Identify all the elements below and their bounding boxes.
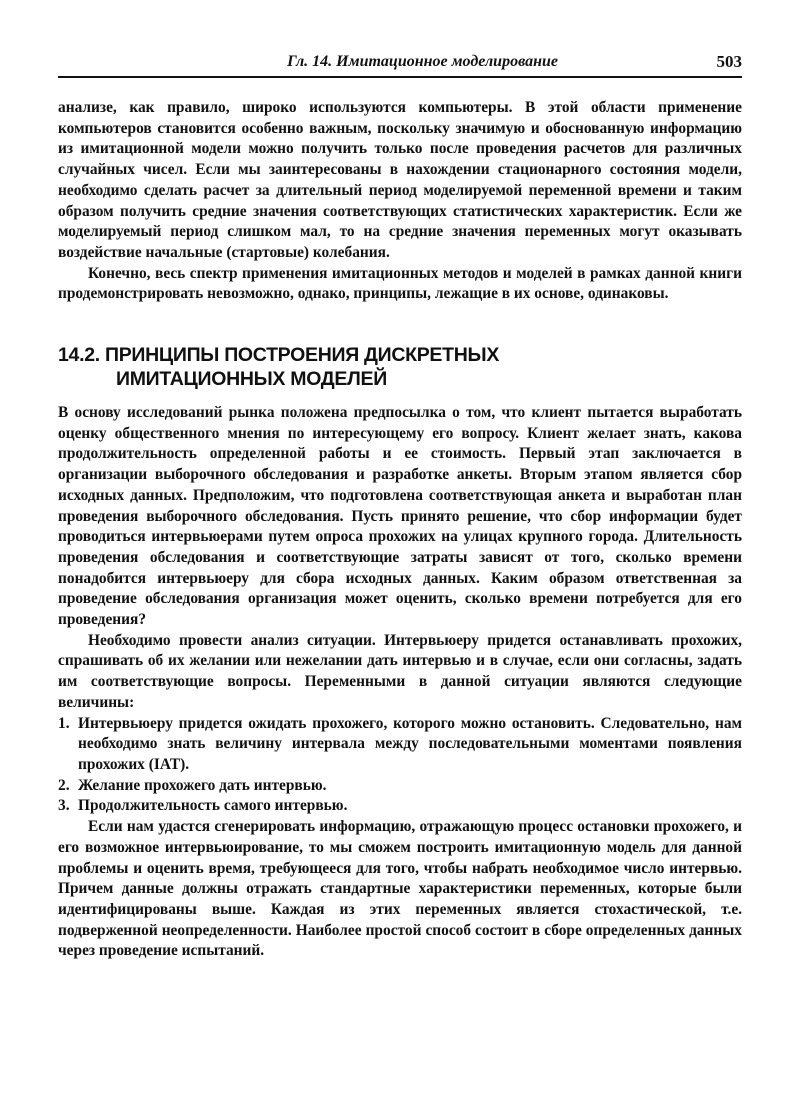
section-paragraph-3: Если нам удастся сгенерировать информацию, отражающую процесс остановки прохожего, и его возможное интервьюирование, то мы сможем построить имитационную модель для данной проблемы и оценить время, требующееся для того, чтобы набрать необходимое число интервью. Причем данные должны отражать стандартные характеристики переменных, которые были идентифицированы выше. Каждая из этих переменных является стохастической, т.е. подверженной неопределенности. Наиболее простой способ состоит в сборе определенных данных через проведение испытаний. xyxy=(58,818,742,960)
list-item xyxy=(58,796,742,817)
list-item-text: Желание прохожего дать интервью. xyxy=(78,776,327,794)
section-paragraph-2: Необходимо провести анализ ситуации. Интервьюеру придется останавливать прохожих, спрашивать об их желании или нежелании дать интервью и в случае, если они согласны, задать им соответствующие вопросы. Переменными в данной ситуации являются следующие величины: xyxy=(58,631,742,711)
section-heading xyxy=(58,343,742,391)
intro-paragraph-1: анализе, как правило, широко используются компьютеры. В этой области применение компьютеров становится особенно важным, поскольку значимую и обоснованную информацию из имитационной модели можно получить только после проведения расчетов для различных случайных чисел. Если мы заинтересованы в нахождении стационарного состояния модели, необходимо сделать расчет за длительный период моделируемой переменной времени и таким образом получить средние значения соответствующих статистических характеристик. Если же моделируемый период слишком мал, то на средние значения переменных могут оказывать воздействие начальные (стартовые) колебания. xyxy=(58,99,742,261)
list-item-number: 3. xyxy=(58,797,70,815)
section-heading-line-1: 14.2. ПРИНЦИПЫ ПОСТРОЕНИЯ ДИСКРЕТНЫХ xyxy=(58,344,500,367)
section-paragraph-1: В основу исследований рынка положена предпосылка о том, что клиент пытается выработать оценку общественного мнения по интересующему его вопросу. Клиент желает знать, какова продолжительность определенной работы и ее стоимость. Первый этап заключается в организации выборочного обследования и разработке анкеты. Вторым этапом является сбор исходных данных. Предположим, что подготовлена соответствующая анкета и выработан план проведения выборочного обследования. Пусть принято решение, что сбор информации будет проводиться интервьюерами путем опроса прохожих на улицах крупного города. Длительность проведения обследования и соответствующие затраты зависят от того, сколько времени понадобится интервьюеру для сбора исходных данных. Каким образом ответственная за проведение обследования организация может оценить, сколько времени потребуется для его проведения? xyxy=(58,404,742,629)
list-item-number: 2. xyxy=(58,776,70,794)
variables-list xyxy=(58,714,742,818)
running-header xyxy=(58,50,742,78)
section-body xyxy=(58,403,742,962)
page-number: 503 xyxy=(716,52,742,71)
list-item-number: 1. xyxy=(58,714,70,732)
list-item xyxy=(58,776,742,797)
list-item-text: Продолжительность самого интервью. xyxy=(78,797,348,815)
book-page xyxy=(58,50,742,962)
section-heading-line-2: ИМИТАЦИОННЫХ МОДЕЛЕЙ xyxy=(116,368,387,391)
chapter-title: Гл. 14. Имитационное моделирование xyxy=(287,53,558,70)
list-item xyxy=(58,714,742,776)
list-item-text: Интервьюеру придется ожидать прохожего, которого можно остановить. Следовательно, нам необходимо знать величину интервала между последовательными моментами появления прохожих (IAT). xyxy=(78,714,742,773)
intro-paragraph-2: Конечно, весь спектр применения имитационных методов и моделей в рамках данной книги продемонстрировать невозможно, однако, принципы, лежащие в их основе, одинаковы. xyxy=(58,264,742,303)
